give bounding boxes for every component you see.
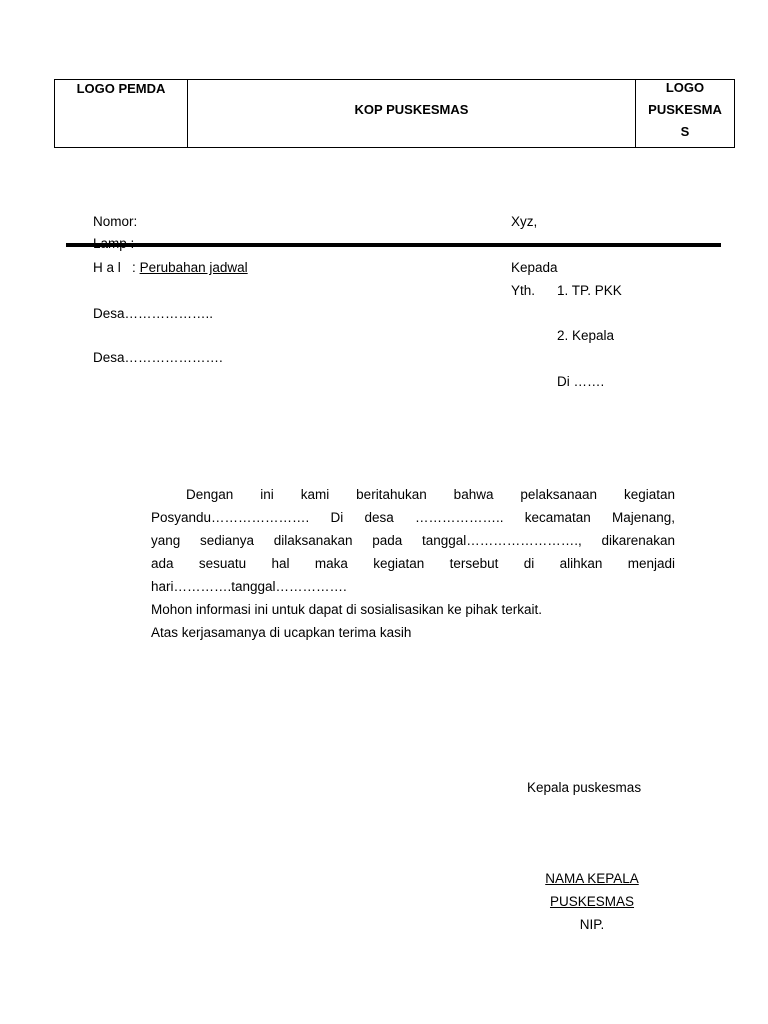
- hal-label: H a l: [93, 260, 121, 275]
- letter-body: [151, 483, 675, 644]
- body-line-6: Mohon informasi ini untuk dapat di sosialisasikan ke pihak terkait.: [151, 602, 542, 617]
- kepada-label: Kepada: [511, 260, 558, 275]
- body-line-1: Dengan ini kami beritahukan bahwa pelaksanaan kegiatan: [186, 487, 675, 502]
- hal-colon: :: [132, 260, 136, 275]
- recipient-item-1: 1. TP. PKK: [557, 283, 622, 298]
- kop-cell: [188, 80, 636, 148]
- logo-puskesmas-line2: PUSKESMA: [648, 102, 722, 117]
- yth-label: Yth.: [511, 283, 536, 298]
- logo-puskesmas-text: [636, 77, 734, 143]
- signature-name-1-text: NAMA KEPALA: [545, 871, 639, 886]
- logo-puskesmas-line3: S: [680, 124, 690, 139]
- signature-title: Kepala puskesmas: [527, 780, 642, 795]
- letterhead-table: [54, 79, 735, 148]
- logo-pemda-cell: [55, 80, 188, 148]
- signature-nip: NIP.: [579, 917, 605, 932]
- nomor-label: Nomor:: [93, 214, 138, 229]
- hal-line: [93, 260, 248, 275]
- logo-puskesmas-line1: LOGO: [665, 80, 705, 95]
- kop-title: KOP PUSKESMAS: [354, 102, 469, 117]
- separator-rule: [66, 243, 721, 247]
- desa-line-2: Desa………………….: [93, 350, 223, 365]
- recipient-item-2: 2. Kepala: [557, 328, 615, 343]
- body-line-7: Atas kerjasamanya di ucapkan terima kasih: [151, 625, 412, 640]
- signature-name-2-text: PUSKESMAS: [549, 894, 635, 909]
- body-line-4: ada sesuatu hal maka kegiatan tersebut di alihkan menjadi: [151, 556, 675, 571]
- hal-value: Perubahan jadwal: [139, 260, 248, 275]
- recipient-di: Di …….: [557, 374, 605, 389]
- body-line-5: hari………….tanggal…………….: [151, 579, 347, 594]
- signature-name-line-1: [492, 871, 692, 886]
- signature-name-line-2: [492, 894, 692, 909]
- desa-line-1: Desa………………..: [93, 306, 214, 321]
- body-line-3: yang sedianya dilaksanakan pada tanggal……………………., dikarenakan: [151, 533, 675, 548]
- place-date: Xyz,: [511, 214, 538, 229]
- logo-puskesmas-cell: [636, 80, 735, 148]
- logo-pemda-text: LOGO PEMDA: [76, 81, 166, 96]
- body-line-2: Posyandu…………………. Di desa ……………….. kecamatan Majenang,: [151, 510, 675, 525]
